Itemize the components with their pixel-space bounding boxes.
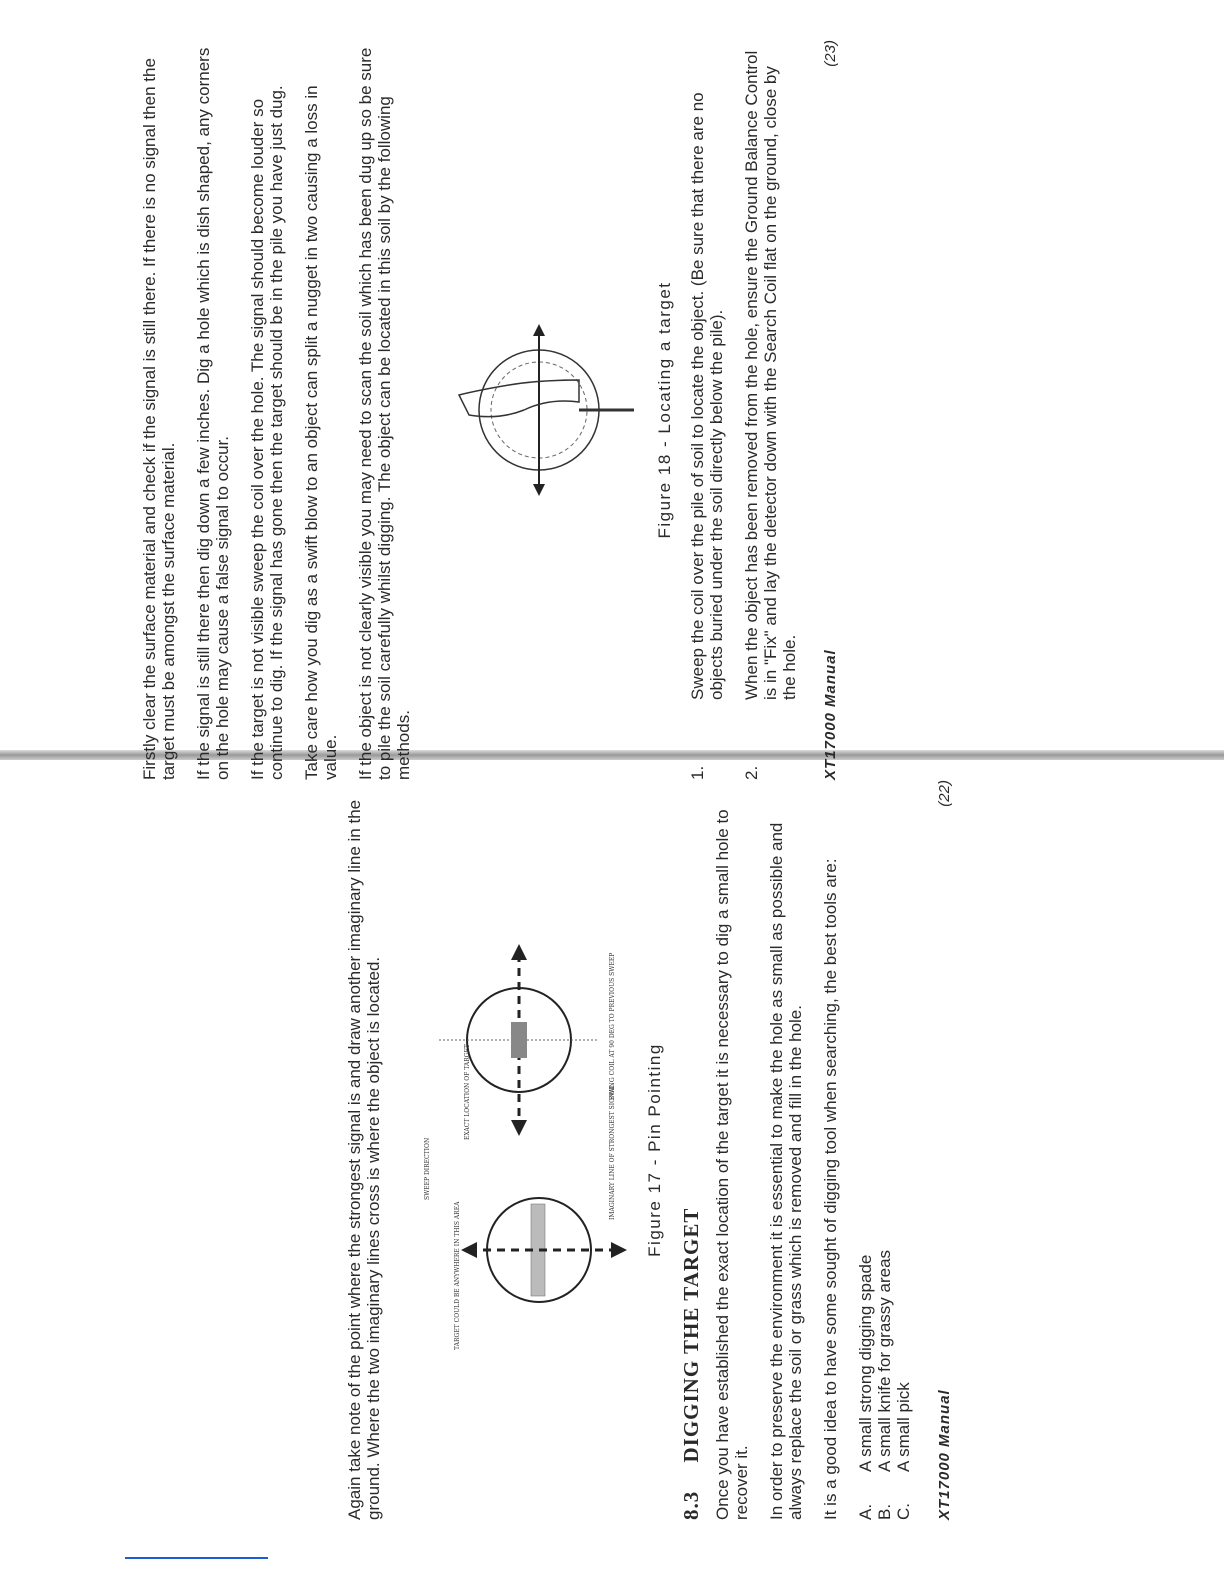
list-item [894, 780, 913, 1520]
step-text: When the object has been removed from the hole, ensure the Ground Balance Control is in "Fix" and lay the detector down with the Search Coil flat on the ground, close by the hole. [742, 50, 799, 700]
paragraph: Take care how you dig as a swift blow to an object can split a nugget in two causing a loss in value. [302, 85, 340, 780]
paragraph: It is a good idea to have some sought of digging tool when searching, the best tools are: [821, 858, 840, 1520]
figure-label-sweep-direction: SWEEP DIRECTION [424, 1137, 431, 1200]
page-23 [140, 40, 840, 780]
step-text: Sweep the coil over the pile of soil to locate the object. (Be sure that there are no objects buried under the soil directly below the pile). [688, 92, 726, 700]
pin-pointing-drawing [399, 940, 629, 1360]
list-marker: A. [856, 1503, 875, 1520]
step-number: 1. [688, 765, 707, 780]
figure-18-caption: Figure 18 - Locating a target [655, 281, 674, 539]
step-item [742, 40, 799, 780]
list-marker: B. [875, 1503, 894, 1520]
footer-page-number: (22) [936, 780, 953, 807]
page-22 [345, 780, 954, 1520]
figure-label-imaginary-line: IMAGINARY LINE OF STRONGEST SIGNAL [609, 1084, 616, 1220]
paragraph: Once you have established the exact location of the target it is necessary to dig a small hole to recover it. [713, 809, 751, 1520]
list-item [875, 780, 894, 1520]
step-number: 2. [742, 765, 761, 780]
footer-page-number: (23) [822, 40, 839, 67]
page-footer [821, 40, 840, 780]
locating-target-drawing [429, 310, 639, 510]
paragraph: In order to preserve the environment it is essential to make the hole as small as possible and always replace the soil or grass which is removed and fill in the hole. [767, 822, 805, 1520]
figure-label-swing-coil: SWING COIL AT 90 DEG TO PREVIOUS SWEEP [609, 952, 616, 1100]
paragraph: If the target is not visible sweep the coil over the hole. The signal should become louder so continue to dig. If the signal has gone then the target should be in the pile you have just dug. [248, 85, 286, 780]
section-heading [679, 780, 703, 1520]
figure-17-caption: Figure 17 - Pin Pointing [645, 1043, 664, 1257]
tools-list [856, 780, 913, 1520]
step-item [688, 40, 726, 780]
footer-manual-title: XT17000 Manual [822, 649, 839, 780]
paragraph: Again take note of the point where the strongest signal is and draw another imaginary line in the ground. Where the two imaginary lines cross is where the object is located. [345, 799, 383, 1520]
footer-manual-title: XT17000 Manual [936, 1389, 953, 1520]
section-number: 8.3 [679, 1490, 703, 1520]
list-text: A small pick [894, 1382, 913, 1472]
list-text: A small knife for grassy areas [875, 1249, 894, 1472]
paragraph: If the signal is still there then dig down a few inches. Dig a hole which is dish shaped, any corners on the hole may cause a false signal to occur. [194, 47, 232, 780]
list-marker: C. [894, 1503, 913, 1520]
figure-label-exact-location: EXACT LOCATION OF TARGET [464, 1044, 471, 1140]
section-title: DIGGING THE TARGET [679, 1207, 703, 1463]
figure-17-illustration [399, 780, 639, 1520]
figure-18-illustration [429, 40, 649, 780]
list-text: A small strong digging spade [856, 1254, 875, 1472]
list-item [856, 780, 875, 1520]
figure-label-target-area: TARGET COULD BE ANYWHERE IN THIS AREA [454, 1201, 461, 1350]
page-footer [935, 780, 954, 1520]
paragraph: If the object is not clearly visible you may need to scan the soil which has been dug up so be sure to pile the soil carefully whilst digging. The object can be located in this soil by the following methods. [356, 47, 413, 780]
paragraph: Firstly clear the surface material and check if the signal is still there. If there is no signal then the target must be amongst the surface material. [140, 58, 178, 780]
underline-mark [125, 1557, 268, 1559]
